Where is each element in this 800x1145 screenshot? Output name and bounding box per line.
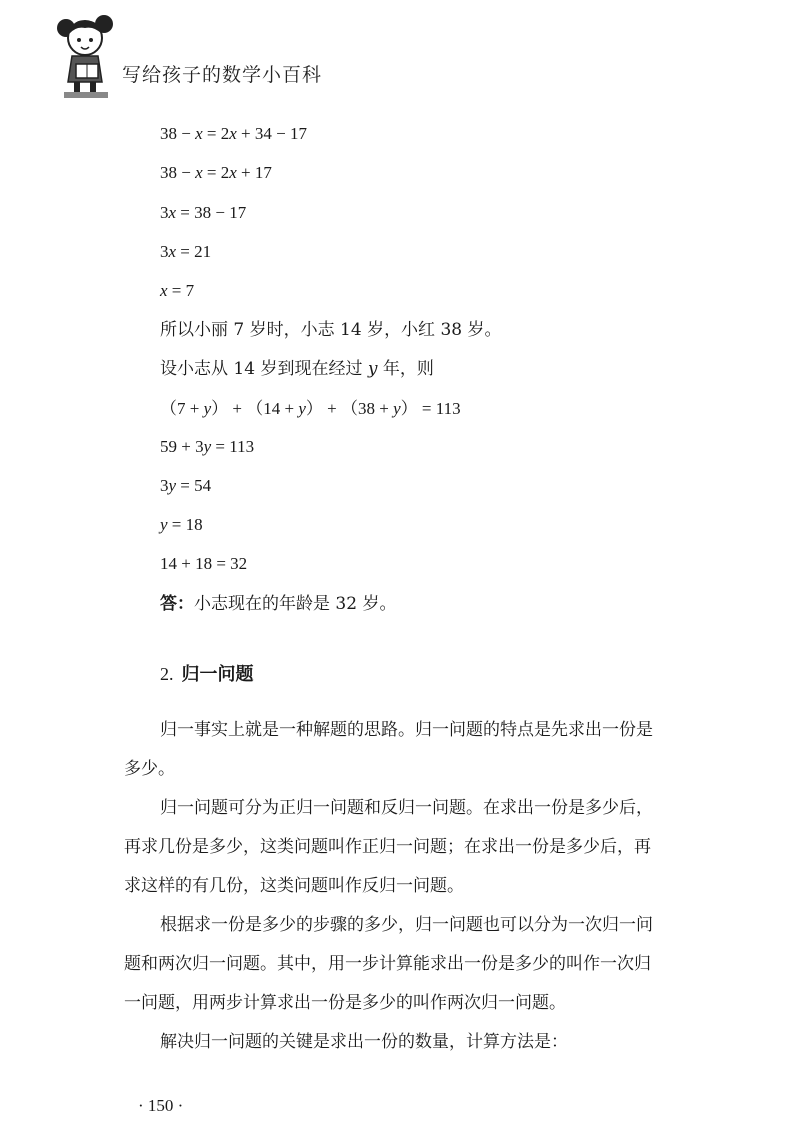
equation-line: 14 + 18 = 32	[160, 554, 248, 573]
paragraph-line: 解决归一问题的关键是求出一份的数量，计算方法是：	[160, 1032, 568, 1052]
answer-line	[160, 593, 396, 615]
paragraph-line: 根据求一份是多少的步骤的多少，归一问题也可以分为一次归一问	[160, 915, 653, 935]
equation-line: （7 + y） + （14 + y） + （38 + y） = 113	[160, 399, 461, 418]
paragraph-line: 归一事实上就是一种解题的思路。归一问题的特点是先求出一份是	[160, 720, 653, 740]
text-line: 所以小丽 7 岁时，小志 14 岁，小红 38 岁。	[160, 320, 502, 340]
equation-line: 3x = 21	[160, 242, 212, 261]
equation-line: 38 − x = 2x + 34 − 17	[160, 124, 307, 143]
book-title: 写给孩子的数学小百科	[122, 64, 323, 86]
paragraph-line: 题和两次归一问题。其中，用一步计算能求出一份是多少的叫作一次归	[124, 954, 651, 974]
paragraph-line: 多少。	[124, 759, 175, 779]
equation-line: y = 18	[160, 515, 203, 534]
girl-mascot-illustration	[52, 12, 124, 100]
answer-text: 小志现在的年龄是 32 岁。	[194, 594, 397, 614]
equation-line: 38 − x = 2x + 17	[160, 163, 272, 182]
section-heading	[160, 660, 254, 686]
paragraph-line: 求这样的有几份，这类问题叫作反归一问题。	[124, 876, 464, 896]
equation-line: 3y = 54	[160, 476, 212, 495]
paragraph-line: 归一问题可分为正归一问题和反归一问题。在求出一份是多少后，	[160, 798, 653, 818]
page-number: · 150 ·	[138, 1096, 184, 1115]
text-line: 设小志从 14 岁到现在经过 y 年，则	[160, 359, 434, 379]
page-header	[52, 12, 372, 102]
answer-label: 答：	[160, 594, 194, 614]
equation-line: 59 + 3y = 113	[160, 437, 255, 456]
paragraph-line: 一问题，用两步计算求出一份是多少的叫作两次归一问题。	[124, 993, 566, 1013]
section-number: 2.	[160, 664, 174, 684]
paragraph-line: 再求几份是多少，这类问题叫作正归一问题；在求出一份是多少后，再	[124, 837, 651, 857]
section-title: 归一问题	[181, 664, 254, 685]
equation-line: 3x = 38 − 17	[160, 203, 247, 222]
equation-line: x = 7	[160, 281, 195, 300]
